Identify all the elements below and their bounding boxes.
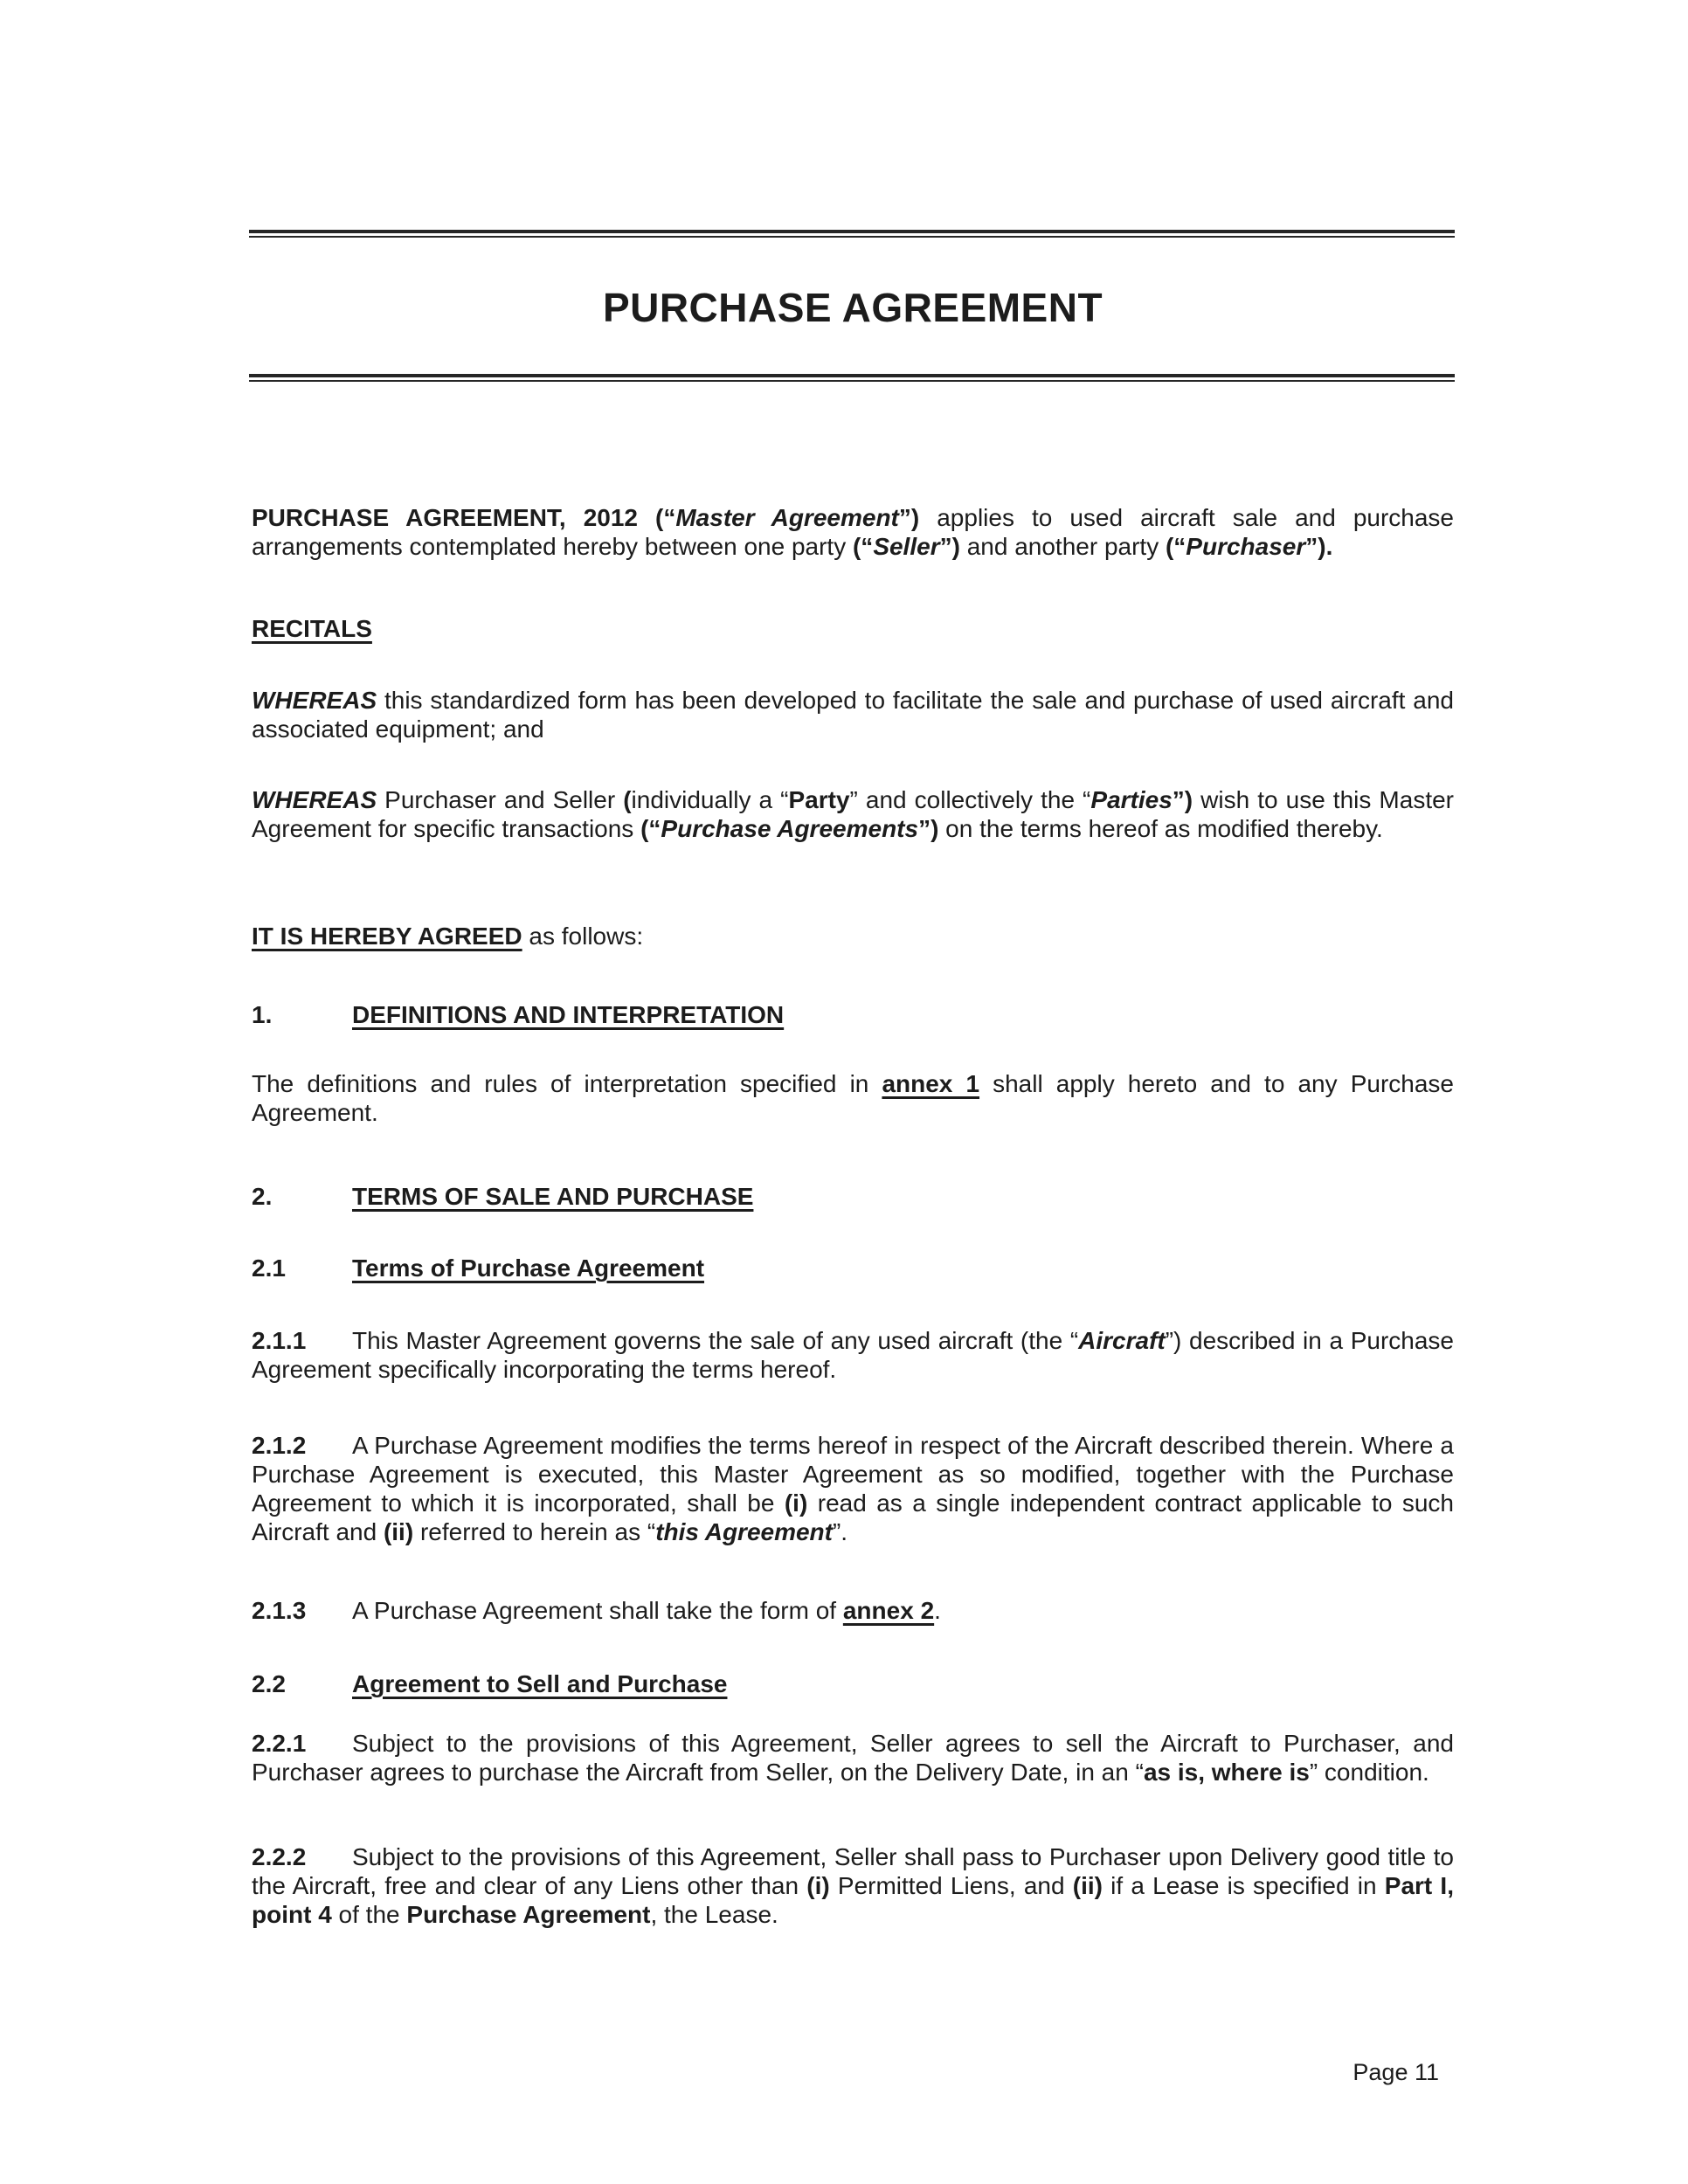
text-run: (“ — [852, 533, 874, 560]
text-run: Purchaser — [1186, 533, 1306, 560]
clause-number: 2.1.3 — [252, 1597, 307, 1624]
text-run: (i) — [784, 1489, 808, 1517]
text-run: WHEREAS — [252, 786, 377, 813]
text-run: wish to use this Master Agreement for specific transactions — [252, 786, 1454, 842]
clause-2-1-2 — [252, 1431, 1454, 1546]
text-run: (i) — [806, 1872, 830, 1899]
clause-2-1-1 — [252, 1326, 1454, 1384]
clause-number: 2.2.2 — [252, 1843, 307, 1870]
text-run: Part I, point 4 — [252, 1872, 1454, 1928]
clause-2-2-2 — [252, 1842, 1454, 1929]
text-run: on the terms hereof as modified thereby. — [938, 815, 1383, 842]
text-run: (“ — [640, 815, 661, 842]
clause-2-1-3 — [252, 1596, 1454, 1625]
text-run: ”) — [1172, 786, 1193, 813]
text-run: ( — [623, 786, 632, 813]
text-run: A Purchase Agreement shall take the form of — [352, 1597, 843, 1624]
text-run: A Purchase Agreement modifies the terms hereof in respect of the Aircraft described therein. Where a Purchase Agreement is executed, this Master Agreement as so modified, together with the Purchase Agreement to which it is incorporated, shall be — [252, 1432, 1454, 1517]
clause-number: 2.2.1 — [252, 1730, 307, 1757]
clause-number: 2.1 — [252, 1254, 286, 1282]
text-run: PURCHASE AGREEMENT, 2012 — [252, 504, 656, 531]
text-run: , the Lease. — [650, 1901, 778, 1928]
text-run: referred to herein as “ — [413, 1518, 656, 1545]
section-2-2-heading — [252, 1669, 1454, 1698]
agreed-clause — [252, 922, 1454, 950]
text-run: Party — [788, 786, 850, 813]
text-run: The definitions and rules of interpretation specified in — [252, 1070, 882, 1097]
text-run: IT IS HEREBY AGREED — [252, 923, 522, 950]
text-run: TERMS OF SALE AND PURCHASE — [352, 1183, 754, 1210]
title-rule-bottom — [249, 374, 1455, 382]
opening-paragraph — [252, 503, 1454, 561]
text-run: WHEREAS — [252, 687, 377, 714]
text-run: annex 2 — [842, 1597, 935, 1624]
text-run: Master Agreement — [675, 504, 899, 531]
text-run: shall apply hereto and to any Purchase Agreement. — [252, 1070, 1454, 1126]
text-run: Seller — [873, 533, 940, 560]
title-rule-top — [249, 230, 1455, 238]
text-run: ”) — [939, 533, 960, 560]
text-run: this standardized form has been developed to facilitate the sale and purchase of used aircraft and associated equipment; and — [252, 687, 1454, 743]
text-run: (ii) — [1072, 1872, 1103, 1899]
text-run: this Agreement — [655, 1518, 833, 1545]
text-run: . — [934, 1597, 941, 1624]
text-run: Subject to the provisions of this Agreement, Seller agrees to sell the Aircraft to Purchaser, and Purchaser agrees to purchase the Aircraft from Seller, on the Delivery Date, in an “ — [252, 1730, 1454, 1786]
text-run: RECITALS — [252, 615, 372, 642]
text-run: ”) — [918, 815, 939, 842]
text-run: ”). — [1305, 533, 1333, 560]
text-run: applies to used aircraft sale and purchase arrangements contemplated hereby between one party — [252, 504, 1455, 560]
text-run: of the — [331, 1901, 407, 1928]
text-run: ”) — [898, 504, 920, 531]
text-run: if a Lease is specified in — [1102, 1872, 1385, 1899]
text-run: DEFINITIONS AND INTERPRETATION — [352, 1001, 785, 1028]
text-run: Purchase Agreement — [406, 1901, 651, 1928]
text-run: Parties — [1090, 786, 1173, 813]
text-run: and another party — [959, 533, 1166, 560]
whereas-clause-1 — [252, 686, 1454, 743]
text-run: Purchase Agreements — [661, 815, 919, 842]
definitions-paragraph — [252, 1069, 1454, 1127]
section-2-heading — [252, 1182, 1454, 1211]
clause-2-2-1 — [252, 1729, 1454, 1787]
text-run: individually a “ — [631, 786, 789, 813]
clause-number: 1. — [252, 1001, 273, 1028]
text-run: (“ — [655, 504, 676, 531]
text-run: ”) described in a Purchase Agreement specifically incorporating the terms hereof. — [252, 1327, 1454, 1383]
text-run: as is, where is — [1143, 1759, 1310, 1786]
text-run: as follows: — [522, 923, 644, 950]
text-run: (“ — [1165, 533, 1186, 560]
text-run: Subject to the provisions of this Agreement, Seller shall pass to Purchaser upon Delivery good title to the Aircraft, free and clear of any Liens other than — [252, 1843, 1454, 1899]
section-2-1-heading — [252, 1254, 1454, 1282]
clause-number: 2. — [252, 1183, 273, 1210]
text-run: Terms of Purchase Agreement — [352, 1254, 705, 1282]
text-run: annex 1 — [882, 1070, 980, 1097]
text-run: ” condition. — [1309, 1759, 1429, 1786]
text-run: (ii) — [383, 1518, 414, 1545]
clause-number: 2.1.2 — [252, 1432, 307, 1459]
section-1-heading — [252, 1000, 1454, 1029]
text-run: Purchaser and Seller — [377, 786, 624, 813]
whereas-clause-2 — [252, 785, 1454, 843]
recitals-heading — [252, 614, 1454, 643]
text-run: read as a single independent contract applicable to such Aircraft and — [252, 1489, 1454, 1545]
clause-number: 2.2 — [252, 1670, 286, 1697]
text-run: This Master Agreement governs the sale of any used aircraft (the “ — [352, 1327, 1079, 1354]
text-run: Aircraft — [1078, 1327, 1166, 1354]
page-number: Page 11 — [1352, 2059, 1439, 2085]
text-run: ”. — [832, 1518, 848, 1545]
document-title: PURCHASE AGREEMENT — [602, 285, 1103, 330]
text-run: ” and collectively the “ — [849, 786, 1091, 813]
text-run: Agreement to Sell and Purchase — [352, 1670, 728, 1697]
text-run: Permitted Liens, and — [829, 1872, 1073, 1899]
clause-number: 2.1.1 — [252, 1327, 307, 1354]
